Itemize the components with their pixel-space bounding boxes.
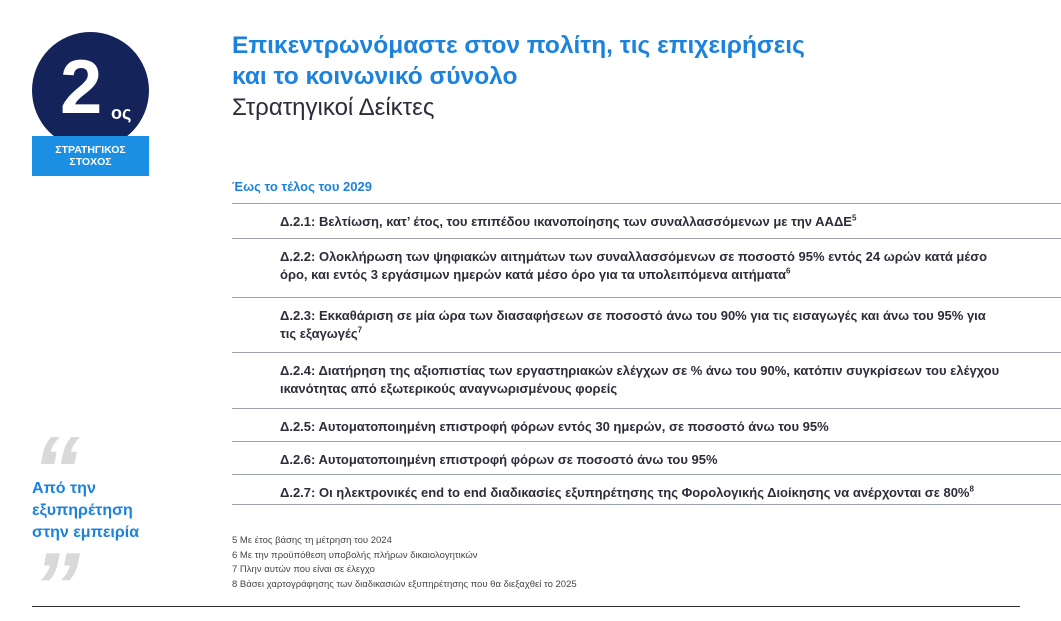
kpi-row [232,297,1061,352]
kpi-text: Δ.2.2: Ολοκλήρωση των ψηφιακών αιτημάτων των συναλλασσόμενων σε ποσοστό 95% εντός 24 ωρών κατά μέσο [280,249,988,264]
kpi-text: Δ.2.6: Αυτοματοποιημένη επιστροφή φόρων σε ποσοστό άνω του 95% [280,452,718,467]
footnote-ref: 8 [969,484,974,494]
kpi-row [232,474,1061,505]
kpi-text-cont: όρο, και εντός 3 εργάσιμων ημερών κατά μέσο όρο για τα υπολειπόμενα αιτήματα [280,267,787,282]
goal-label [32,136,149,176]
footnote: 6 Με την προϋπόθεση υποβολής πλήρων δικαιολογητικών [232,549,478,561]
bottom-divider [32,606,1020,607]
kpi-text: Δ.2.5: Αυτοματοποιημένη επιστροφή φόρων εντός 30 ημερών, σε ποσοστό άνω του 95% [280,419,829,434]
goal-number: 2 [60,45,101,130]
page-subtitle: Στρατηγικοί Δείκτες [232,94,435,121]
kpi-text: Δ.2.7: Οι ηλεκτρονικές end to end διαδικασίες εξυπηρέτησης της Φορολογικής Διοίκησης να ανέρχονται σε 80% [280,485,970,500]
kpi-row [232,352,1061,408]
kpi-row [232,203,1061,238]
goal-label-line2: ΣΤΟΧΟΣ [69,156,112,168]
sidebar-quote [32,478,182,544]
kpi-text: Δ.2.3: Εκκαθάριση σε μία ώρα των διασαφήσεων σε ποσοστό άνω του 90% για τις εισαγωγές και άνω του 95% για [280,308,986,323]
footnote: 7 Πλην αυτών που είναι σε έλεγχο [232,564,375,575]
sidebar-quote-line1: Από την [32,480,96,497]
footnote-ref: 5 [851,213,857,223]
page-title-line1: Επικεντρωνόμαστε στον πολίτη, τις επιχειρήσεις [232,32,805,59]
footnote: 5 Με έτος βάσης τη μέτρηση του 2024 [232,535,392,546]
kpi-text-cont: ικανότητας από εξωτερικούς αναγνωρισμένους φορείς [280,381,618,396]
goal-number-suffix: ος [111,103,132,123]
kpi-row [232,238,1061,297]
page-title [232,30,952,92]
footnote-ref: 7 [357,325,363,335]
footnote: 8 Βάσει χαρτογράφησης των διαδικασιών εξυπηρέτησης που θα διεξαχθεί το 2025 [232,578,577,590]
footnotes [232,534,577,592]
sidebar-quote-line2: εξυπηρέτηση [32,502,133,519]
kpi-text-cont: τις εξαγωγές [280,326,358,341]
kpi-row [232,408,1061,441]
kpi-list [232,203,1061,505]
kpi-row [232,441,1061,474]
page-title-line2: και το κοινωνικό σύνολο [232,63,518,90]
kpi-text: Δ.2.1: Βελτίωση, κατ’ έτος, του επιπέδου ικανοποίησης των συναλλασσόμενων με την ΑΑΔΕ [280,214,852,229]
kpi-text: Δ.2.4: Διατήρηση της αξιοπιστίας των εργαστηριακών ελέγχων σε % άνω του 90%, κατόπιν συγκρίσεων του ελέγχου [280,363,1000,378]
sidebar-quote-line3: στην εμπειρία [32,524,140,541]
close-quote-icon [32,552,80,596]
goal-label-line1: ΣΤΡΑΤΗΓΙΚΟΣ [55,144,126,156]
footnote-ref: 6 [786,266,791,276]
deadline-heading: Έως το τέλος του 2029 [232,179,372,194]
